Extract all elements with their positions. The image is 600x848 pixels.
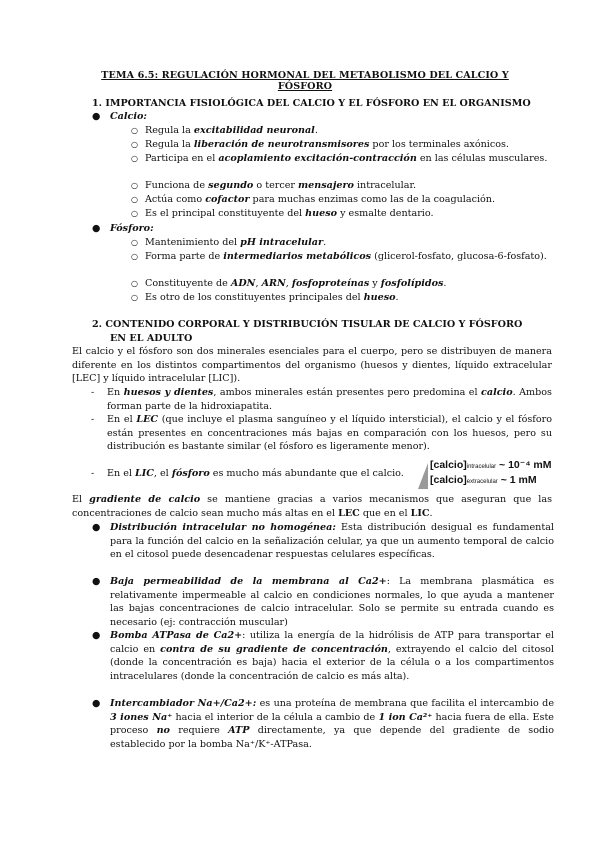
text-segment: Forma parte de xyxy=(145,251,224,262)
text-segment: . xyxy=(314,125,318,136)
document-title: TEMA 6.5: REGULACIÓN HORMONAL DEL METABOLISMO DEL CALCIO Y FÓSFORO xyxy=(101,70,509,92)
calcio-item xyxy=(131,193,550,207)
emphasized-text: gradiente de calcio xyxy=(89,494,201,505)
text-segment: , xyxy=(285,278,292,289)
text-segment: : La membrana plasmática es relativamente impermeable al calcio en condiciones normales, lo que ayuda a mantener las bajas concentraciones de calcio intracelular. Solo se permite su entrada cuando es necesario (ej: contracción muscular) xyxy=(110,576,554,628)
calcio-item xyxy=(131,124,550,138)
text-segment: Actúa como xyxy=(145,194,206,205)
section-1-heading: 1. IMPORTANCIA FISIOLÓGICA DEL CALCIO Y EL FÓSFORO EN EL ORGANISMO xyxy=(92,98,531,109)
text-segment: para muchas enzimas como las de la coagulación. xyxy=(249,194,496,205)
distribution-item xyxy=(91,386,552,413)
text-segment: y xyxy=(369,278,381,289)
emphasized-text: excitabilidad neuronal xyxy=(193,125,315,136)
emphasized-text: LEC xyxy=(136,414,159,425)
text-segment: En el xyxy=(107,468,136,479)
calcio-item xyxy=(131,152,550,166)
emphasized-text: fósforo xyxy=(171,468,210,479)
mechanism-item xyxy=(92,575,554,629)
circle-bullet-icon: ○ xyxy=(131,238,138,247)
bullet-icon: ● xyxy=(92,522,101,533)
emphasized-text: cofactor xyxy=(205,194,250,205)
bullet-icon: ● xyxy=(92,111,101,122)
emphasized-text: liberación de neurotransmisores xyxy=(193,139,370,150)
text-segment: : utiliza la energía de la hidrólisis de ATP para transportar el calcio en xyxy=(110,630,554,655)
calcio-bullet: ● Calcio: xyxy=(92,111,147,122)
text-segment: , ambos minerales están presentes pero predomina el xyxy=(213,387,482,398)
text-segment: Constituyente de xyxy=(145,278,231,289)
text-segment: . xyxy=(429,507,433,519)
emphasized-text: hueso xyxy=(305,208,338,219)
fosforo-item xyxy=(131,291,550,305)
text-segment: Participa en el xyxy=(145,153,219,164)
section-2-heading-line2: EN EL ADULTO xyxy=(110,332,193,344)
text-segment: . xyxy=(395,292,399,303)
circle-bullet-icon: ○ xyxy=(131,293,138,302)
calcio-item xyxy=(131,207,550,221)
section-2-heading xyxy=(92,318,552,345)
emphasized-text: pH intracelular xyxy=(240,237,324,248)
emphasized-text: Intercambiador Na+/Ca2+: xyxy=(110,698,257,709)
emphasized-text: 1 ion Ca²⁺ xyxy=(378,711,433,723)
bullet-icon: ● xyxy=(92,576,101,587)
bullet-icon: ● xyxy=(92,630,101,641)
fosforo-item xyxy=(131,250,550,264)
text-segment: en las células musculares. xyxy=(416,153,548,164)
circle-bullet-icon: ○ xyxy=(131,154,138,163)
text-segment: . xyxy=(443,278,447,289)
text-segment: , xyxy=(255,278,262,289)
text-segment: En xyxy=(107,387,124,398)
text-segment: El xyxy=(72,494,90,505)
bullet-icon: ● xyxy=(92,698,101,709)
emphasized-text: ATP xyxy=(228,725,250,736)
mechanism-item xyxy=(92,629,554,683)
emphasized-text: acoplamiento excitación-contracción xyxy=(218,153,417,164)
circle-bullet-icon: ○ xyxy=(131,140,138,149)
emphasized-text: calcio xyxy=(481,387,513,398)
bullet-icon: ● xyxy=(92,223,101,234)
text-segment: Esta distribución desigual es fundamental para la función del calcio en la señalización celular, ya que un aumento temporal de calcio en el citosol puede desencadenar respuestas celulares específicas. xyxy=(110,522,555,560)
text-segment: o tercer xyxy=(253,180,299,191)
circle-bullet-icon: ○ xyxy=(131,126,138,135)
emphasized-text: huesos y dientes xyxy=(123,387,214,398)
text-segment: Regula la xyxy=(145,125,194,136)
text-segment: hacia el interior de la célula a cambio de xyxy=(172,711,379,723)
circle-bullet-icon: ○ xyxy=(131,209,138,218)
text-segment: Es otro de los constituyentes principales del xyxy=(145,292,364,303)
text-segment: es mucho más abundante que el calcio. xyxy=(209,468,404,479)
emphasized-text: hueso xyxy=(363,292,396,303)
calcium-concentration-box xyxy=(418,459,588,493)
circle-bullet-icon: ○ xyxy=(131,181,138,190)
text-segment: hacia fuera de ella. Este proceso xyxy=(110,711,554,736)
text-segment: y esmalte dentario. xyxy=(337,208,434,219)
mechanism-item xyxy=(92,521,555,562)
calcio-item xyxy=(131,138,550,152)
emphasized-text: intermediarios metabólicos xyxy=(223,251,372,262)
emphasized-text: Bomba ATPasa de Ca2+ xyxy=(110,630,243,641)
emphasized-text: Baja permeabilidad de la membrana al Ca2+ xyxy=(110,576,387,587)
calcio-item xyxy=(131,179,550,193)
text-segment: (glicerol-fosfato, glucosa-6-fosfato). xyxy=(371,251,547,262)
emphasized-text: mensajero xyxy=(298,180,354,191)
text-segment: , el xyxy=(153,468,172,479)
text-segment: En el xyxy=(107,414,137,425)
section-2-heading-line1: 2. CONTENIDO CORPORAL Y DISTRIBUCIÓN TISULAR DE CALCIO Y FÓSFORO xyxy=(92,319,523,330)
text-segment: . Ambos forman parte de la hidroxiapatita. xyxy=(107,387,552,412)
emphasized-text: contra de su gradiente de concentración xyxy=(160,643,388,655)
distribution-item xyxy=(91,413,552,454)
emphasized-text: 3 iones Na⁺ xyxy=(110,711,173,723)
emphasized-text: fosfolípidos xyxy=(380,278,444,289)
emphasized-text: LIC xyxy=(135,468,154,479)
section-2-intro: El calcio y el fósforo son dos minerales esenciales para el cuerpo, pero se distribuyen de manera diferente en los distintos compartimentos del organismo (huesos y dientes, líquido extracelular [LEC] y líquido intracelular [LIC]). xyxy=(72,346,552,384)
text-segment: por los terminales axónicos. xyxy=(369,139,509,150)
text-segment: se mantiene gracias a varios mecanismos que aseguran que las concentraciones de calcio sean mucho más altas en el xyxy=(72,494,553,519)
text-segment: intracelular. xyxy=(353,180,417,191)
emphasized-text: LIC xyxy=(410,507,430,519)
text-segment: Es el principal constituyente del xyxy=(145,208,306,219)
text-segment: , extrayendo el calcio del citosol (donde la concentración es baja) hacia el exterior de la célula o a los compartimentos intracelulares (donde la concentración de calcio es más alta). xyxy=(110,643,554,682)
text-segment: es una proteína de membrana que facilita el intercambio de xyxy=(256,698,555,709)
emphasized-text: no xyxy=(156,725,170,736)
circle-bullet-icon: ○ xyxy=(131,279,138,288)
fosforo-item xyxy=(131,277,550,291)
circle-bullet-icon: ○ xyxy=(131,252,138,261)
extracellular-concentration: [calcio]extracelular ~ 1 mM xyxy=(430,474,537,486)
triangle-icon xyxy=(418,463,428,489)
circle-bullet-icon: ○ xyxy=(131,195,138,204)
emphasized-text: LEC xyxy=(338,507,360,519)
text-segment: Regula la xyxy=(145,139,194,150)
dash-bullet-icon: - xyxy=(91,468,95,479)
dash-bullet-icon: - xyxy=(91,414,95,425)
distribution-item xyxy=(91,467,426,481)
text-segment: directamente, ya que depende del gradiente de sodio establecido por la bomba Na⁺/K⁺-ATPasa. xyxy=(110,725,554,750)
intracellular-concentration: [calcio]intracelular ~ 10⁻⁴ mM xyxy=(430,459,552,471)
text-segment: Funciona de xyxy=(145,180,209,191)
text-segment: (que incluye el plasma sanguíneo y el líquido intersticial), el calcio y el fósforo están presentes en concentraciones más bajas en comparación con los huesos, pero su distribución es bastante similar (el fósforo es ligeramente menor). xyxy=(107,414,552,452)
emphasized-text: fosfoproteínas xyxy=(291,278,370,289)
emphasized-text: ARN xyxy=(261,278,286,289)
emphasized-text: ADN xyxy=(230,278,256,289)
emphasized-text: Distribución intracelular no homogénea: xyxy=(110,522,336,533)
mechanism-item xyxy=(92,697,555,751)
emphasized-text: segundo xyxy=(208,180,254,191)
text-segment: requiere xyxy=(169,725,229,736)
fosforo-item xyxy=(131,236,550,250)
text-segment: . xyxy=(323,237,327,248)
dash-bullet-icon: - xyxy=(91,387,95,398)
text-segment: que en el xyxy=(359,507,411,519)
fosforo-bullet: ● Fósforo: xyxy=(92,223,154,234)
text-segment: Mantenimiento del xyxy=(145,237,241,248)
gradient-intro xyxy=(72,493,552,520)
